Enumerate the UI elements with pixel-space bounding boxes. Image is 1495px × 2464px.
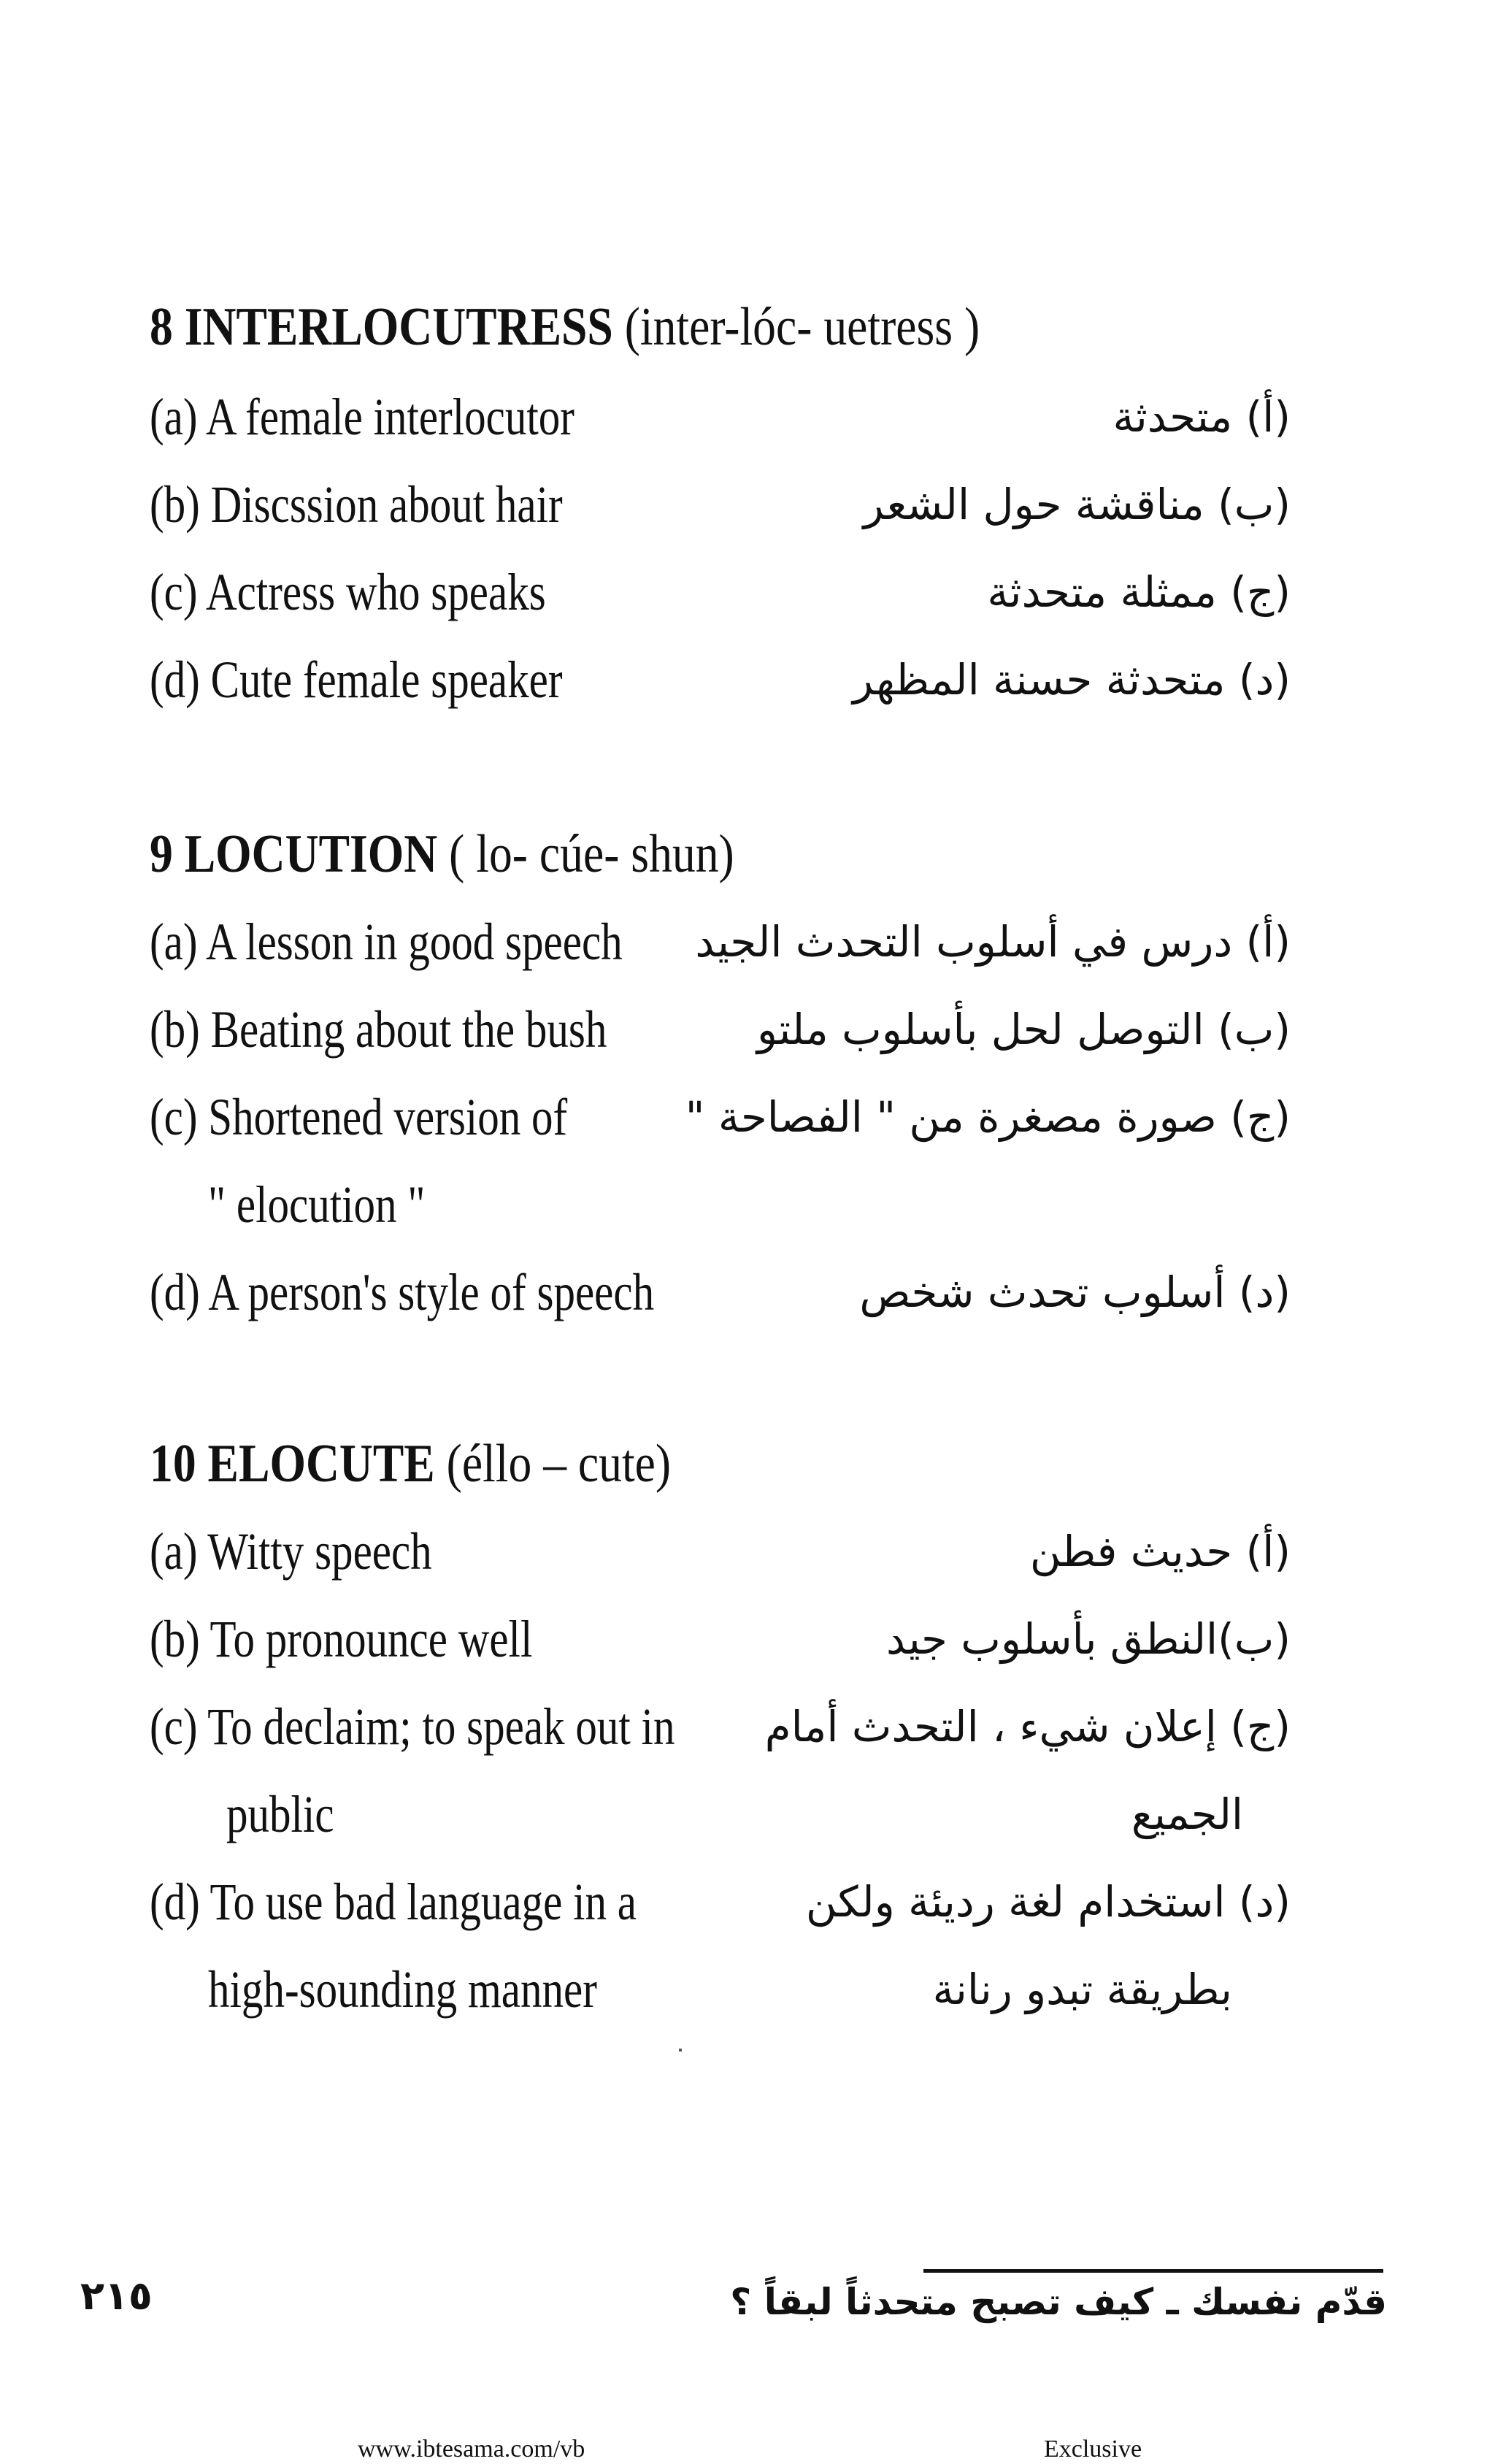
option-ar-continuation: بطريقة تبدو رنانة <box>932 1965 1232 2014</box>
entry-number: 10 <box>150 1434 196 1494</box>
option-en: (b) Discssion about hair <box>150 475 563 534</box>
entry-word: LOCUTION <box>184 824 438 884</box>
running-book-title: قدّم نفسك ـ كيف تصبح متحدثاً لبقاً ؟ <box>730 2281 1387 2323</box>
option-en: (d) A person's style of speech <box>150 1263 655 1321</box>
option-en: (c) Shortened version of <box>150 1088 568 1146</box>
entry-word: INTERLOCUTRESS <box>184 297 613 357</box>
entry-heading <box>150 294 980 360</box>
entry-number: 8 <box>150 297 173 357</box>
page-number: ٢١٥ <box>80 2273 153 2319</box>
option-ar: (ب) التوصل لحل بأسلوب ملتو <box>757 1005 1291 1054</box>
speck-mark <box>679 2049 682 2052</box>
option-ar: (أ) حديث فطن <box>1029 1527 1291 1576</box>
entry-heading <box>150 1431 671 1497</box>
option-en-continuation: public <box>226 1785 334 1843</box>
exclusive-tag: Exclusive <box>1044 2436 1142 2463</box>
option-en: (a) Witty speech <box>150 1522 432 1581</box>
option-ar: (ج) صورة مصغرة من " الفصاحة " <box>685 1092 1291 1142</box>
option-ar-continuation: الجميع <box>1131 1789 1243 1839</box>
footer-rule <box>923 2269 1383 2273</box>
entry-word: ELOCUTE <box>207 1434 435 1494</box>
entry-pronunciation: (inter-lóc- uetress ) <box>624 297 980 357</box>
option-ar: (ب)النطق بأسلوب جيد <box>886 1614 1291 1664</box>
entry-number: 9 <box>150 824 173 884</box>
option-ar: (د) متحدثة حسنة المظهر <box>853 655 1291 705</box>
option-ar: (ب) مناقشة حول الشعر <box>863 480 1291 529</box>
option-ar: (ج) إعلان شيء ، التحدث أمام <box>764 1702 1291 1751</box>
option-en: (c) To declaim; to speak out in <box>150 1697 675 1756</box>
option-ar: (أ) متحدثة <box>1112 392 1291 442</box>
option-en: (d) Cute female speaker <box>150 650 563 709</box>
option-ar: (د) استخدام لغة رديئة ولكن <box>805 1877 1291 1927</box>
option-en: (d) To use bad language in a <box>150 1873 637 1931</box>
entry-pronunciation: (éllo – cute) <box>446 1434 672 1494</box>
option-en: (a) A female interlocutor <box>150 388 574 446</box>
option-ar: (د) أسلوب تحدث شخص <box>859 1267 1291 1317</box>
entry-pronunciation: ( lo- cúe- shun) <box>449 824 734 884</box>
option-en: (a) A lesson in good speech <box>150 913 623 971</box>
option-en: (c) Actress who speaks <box>150 563 546 621</box>
entry-heading <box>150 821 734 887</box>
option-en: (b) Beating about the bush <box>150 1000 607 1059</box>
option-en-continuation: high-sounding manner <box>208 1960 597 2019</box>
website-watermark: www.ibtesama.com/vb <box>358 2436 585 2463</box>
option-en-continuation: " elocution " <box>208 1175 426 1234</box>
option-en: (b) To pronounce well <box>150 1610 533 1668</box>
option-ar: (ج) ممثلة متحدثة <box>987 567 1291 617</box>
option-ar: (أ) درس في أسلوب التحدث الجيد <box>695 917 1291 967</box>
